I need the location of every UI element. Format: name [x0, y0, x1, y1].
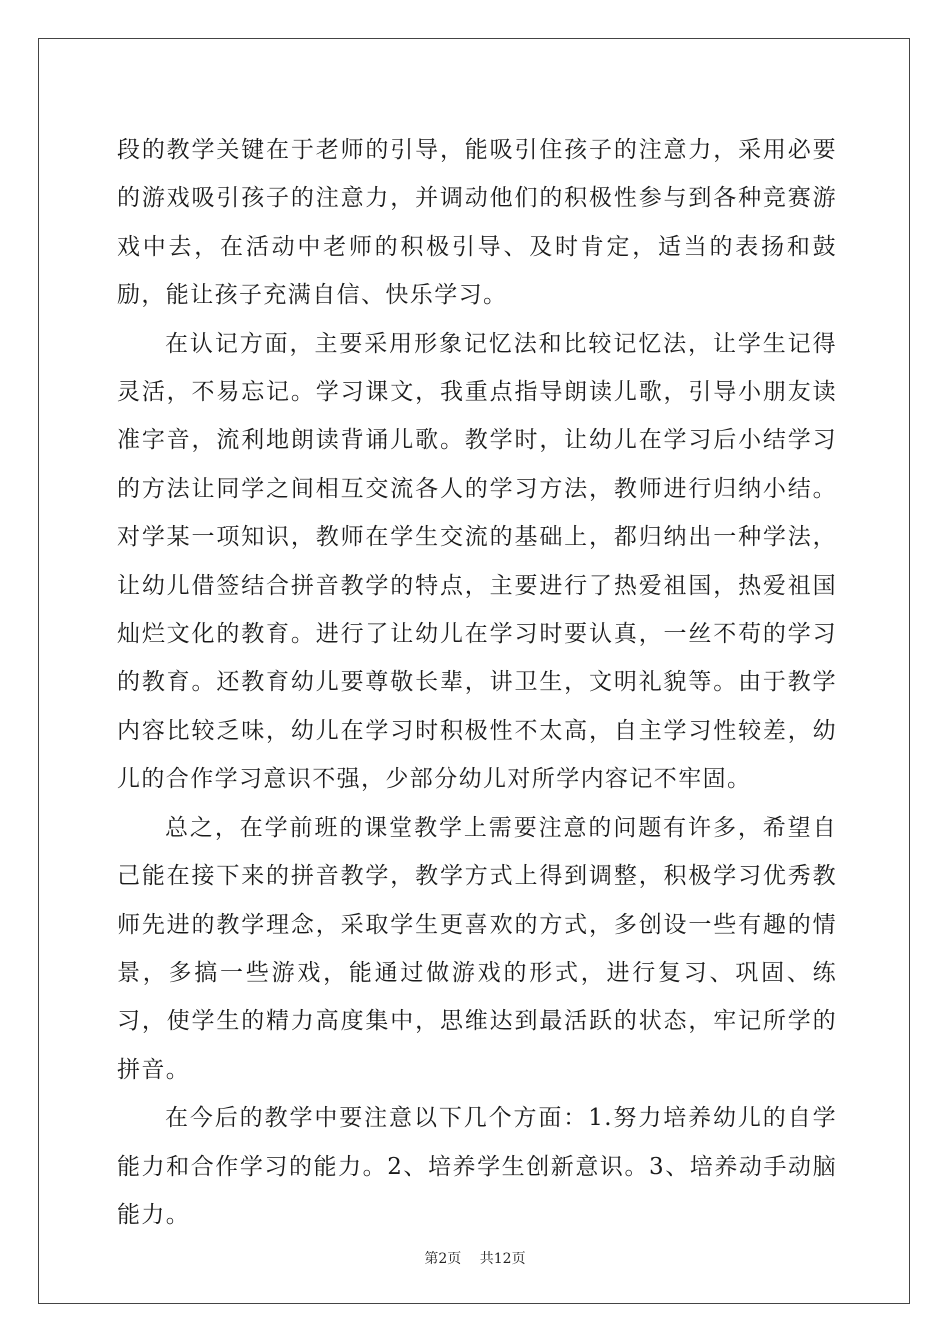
paragraph-3: 总之，在学前班的课堂教学上需要注意的问题有许多，希望自己能在接下来的拼音教学，教学方式上得到调整，积极学习优秀教师先进的教学理念，采取学生更喜欢的方式，多创设一些有趣的情景，多搞一些游戏，能通过做游戏的形式，进行复习、巩固、练习，使学生的精力高度集中，思维达到最活跃的状态，牢记所学的拼音。: [117, 814, 837, 1083]
page-footer: [0, 1248, 950, 1268]
page-number-total: 共12页: [479, 1251, 526, 1267]
paragraph-2: 在认记方面，主要采用形象记忆法和比较记忆法，让学生记得灵活，不易忘记。学习课文，我重点指导朗读儿歌，引导小朋友读准字音，流利地朗读背诵儿歌。教学时，让幼儿在学习后小结学习的方法让同学之间相互交流各人的学习方法，教师进行归纳小结。对学某一项知识，教师在学生交流的基础上，都归纳出一种学法，让幼儿借签结合拼音教学的特点，主要进行了热爱祖国，热爱祖国灿烂文化的教育。进行了让幼儿在学习时要认真，一丝不苟的学习的教育。还教育幼儿要尊敬长辈，讲卫生，文明礼貌等。由于教学内容比较乏味，幼儿在学习时积极性不太高，自主学习性较差，幼儿的合作学习意识不强，少部分幼儿对所学内容记不牢固。: [117, 330, 837, 793]
document-body: [117, 126, 837, 1239]
page-number-current: 第2页: [424, 1251, 462, 1267]
paragraph-4: 在今后的教学中要注意以下几个方面：1.努力培养幼儿的自学能力和合作学习的能力。2、培养学生创新意识。3、培养动手动脑能力。: [117, 1105, 837, 1228]
paragraph-1: 段的教学关键在于老师的引导，能吸引住孩子的注意力，采用必要的游戏吸引孩子的注意力，并调动他们的积极性参与到各种竞赛游戏中去，在活动中老师的积极引导、及时肯定，适当的表扬和鼓励，能让孩子充满自信、快乐学习。: [117, 137, 837, 309]
